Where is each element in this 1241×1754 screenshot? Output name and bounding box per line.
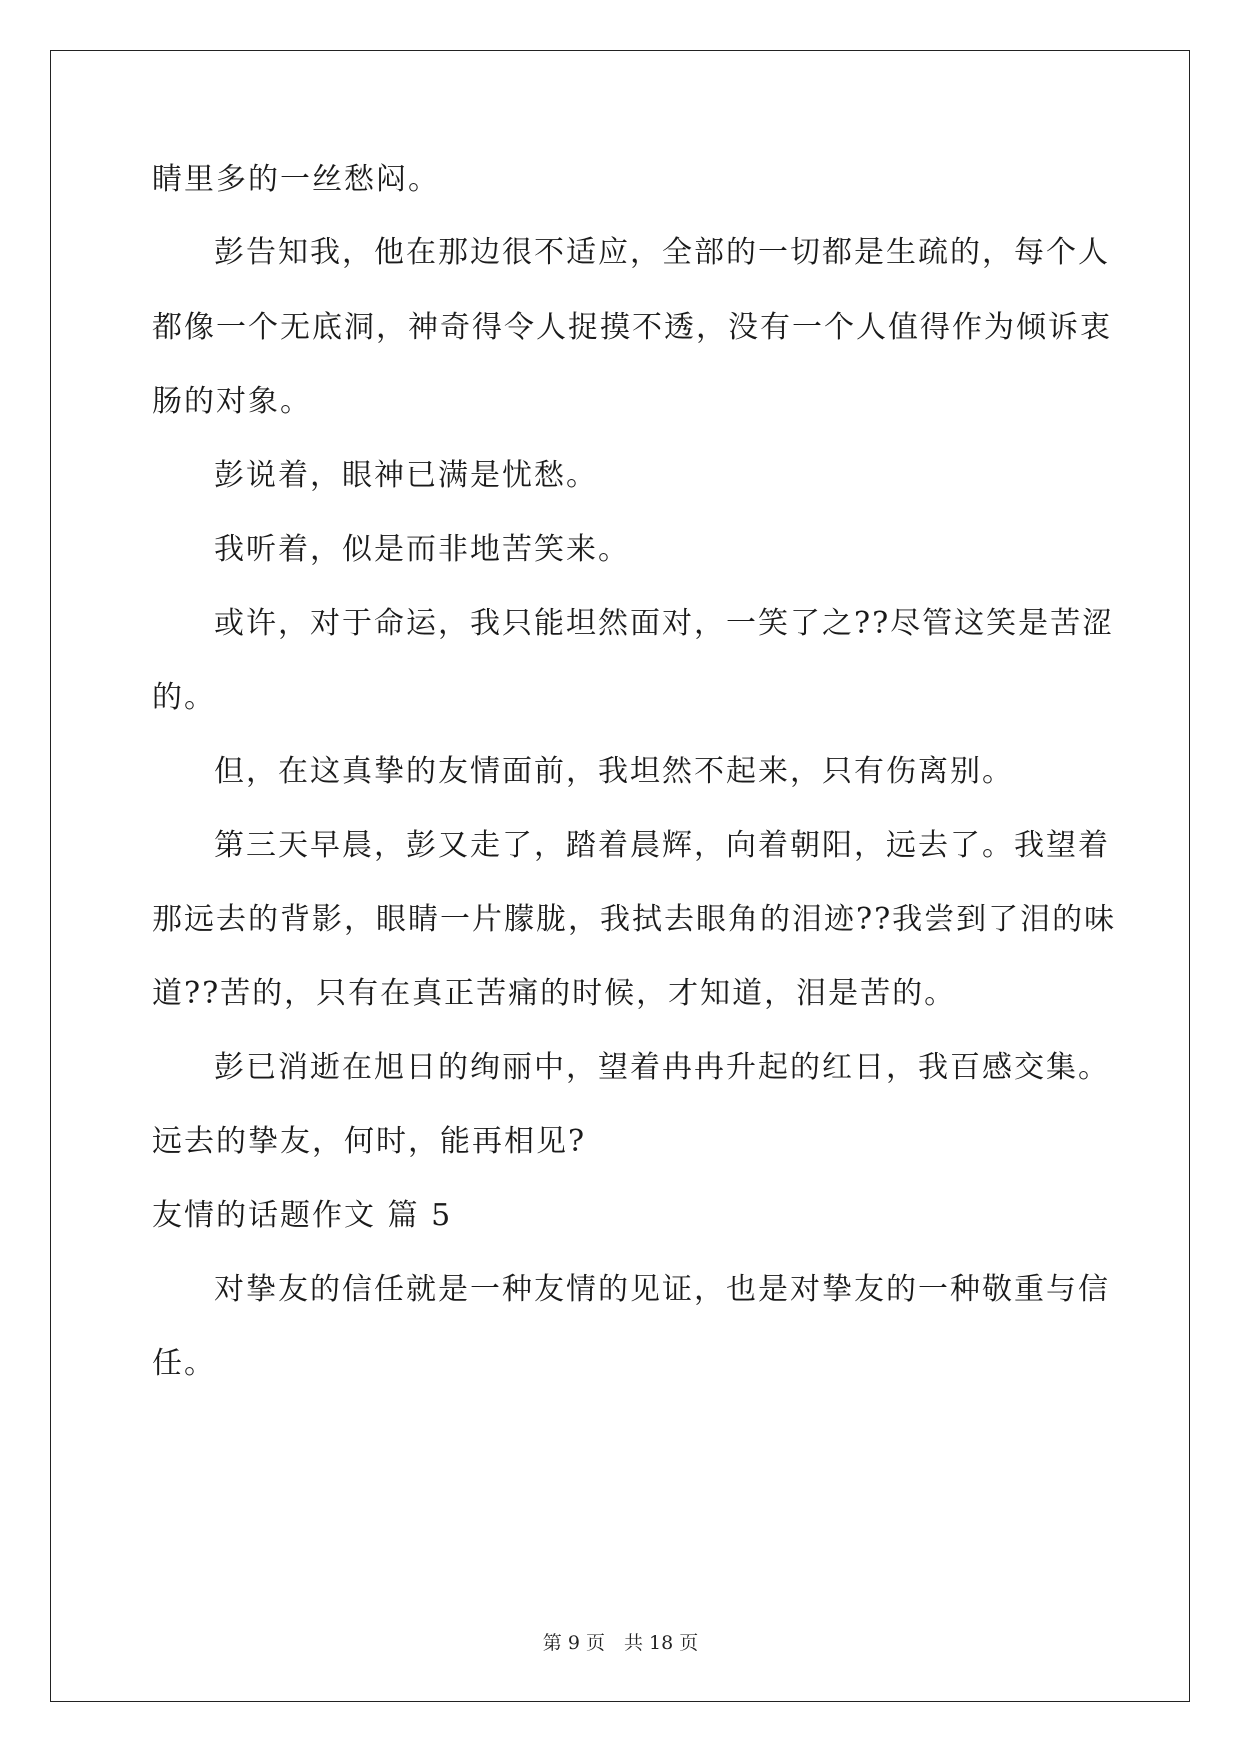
paragraph-line: 但，在这真挚的友情面前，我坦然不起来，只有伤离别。 bbox=[214, 754, 1014, 789]
paragraph-line: 对挚友的信任就是一种友情的见证，也是对挚友的一种敬重与信 bbox=[214, 1272, 1110, 1307]
paragraph-line: 我听着，似是而非地苦笑来。 bbox=[214, 532, 630, 567]
text-line: 那远去的背影，眼睛一片朦胧，我拭去眼角的泪迹??我尝到了泪的味 bbox=[152, 902, 1117, 937]
paragraph-line: 或许，对于命运，我只能坦然面对，一笑了之??尽管这笑是苦涩 bbox=[214, 606, 1115, 641]
paragraph-line: 彭告知我，他在那边很不适应，全部的一切都是生疏的，每个人 bbox=[214, 235, 1110, 270]
text-line: 都像一个无底洞，神奇得令人捉摸不透，没有一个人值得作为倾诉衷 bbox=[152, 310, 1112, 345]
paragraph-line: 第三天早晨，彭又走了，踏着晨辉，向着朝阳，远去了。我望着 bbox=[214, 828, 1110, 863]
text-line: 的。 bbox=[152, 680, 216, 715]
text-line: 远去的挚友，何时，能再相见? bbox=[152, 1124, 587, 1159]
paragraph-line: 彭说着，眼神已满是忧愁。 bbox=[214, 458, 598, 493]
paragraph-line: 彭已消逝在旭日的绚丽中，望着冉冉升起的红日，我百感交集。 bbox=[214, 1050, 1110, 1085]
section-heading: 友情的话题作文 篇 5 bbox=[152, 1198, 453, 1233]
page-border bbox=[50, 50, 1190, 1702]
text-line: 任。 bbox=[152, 1346, 216, 1381]
page-number-footer: 第 9 页 共 18 页 bbox=[542, 1632, 699, 1654]
text-line-continuation: 睛里多的一丝愁闷。 bbox=[152, 162, 440, 197]
text-line: 肠的对象。 bbox=[152, 384, 312, 419]
text-line: 道??苦的，只有在真正苦痛的时候，才知道，泪是苦的。 bbox=[152, 976, 957, 1011]
